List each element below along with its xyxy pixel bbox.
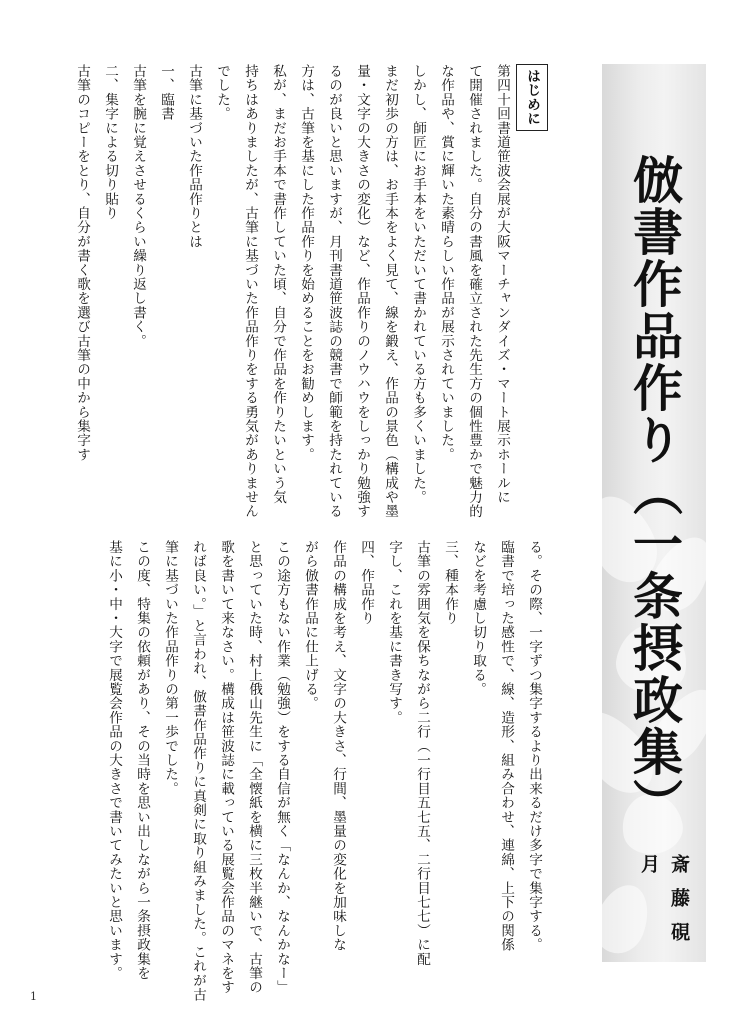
- list-item-text: 古筆を腕に覚えさせるくらい繰り返し書く。: [130, 64, 146, 348]
- list-item-text: 字し、これを基に書き写す。: [386, 540, 402, 725]
- text-line: な作品や、賞に輝いた素晴らしい作品が展示されていました。: [438, 64, 454, 462]
- subsection-title: 古筆に基づいた作品作りとは: [186, 64, 202, 249]
- list-item-heading: 三、種本作り: [442, 540, 458, 626]
- list-item-text: 古筆の雰囲気を保ちながら二行（一行目五七五、二行目七七）に配: [414, 540, 430, 966]
- text-line: 方は、古筆を基にした作品作りを始めることをお勧めします。: [298, 64, 314, 462]
- list-item-heading: 一、臨書: [158, 64, 174, 121]
- text-line: 量・文字の大きさの変化）など、作品作りのノウハウをしっかり勉強す: [354, 64, 370, 519]
- page-title: 倣書作品作り（一条摂政集）: [625, 154, 684, 830]
- text-line: 歌を書いて来なさい。構成は笹波誌に載っている展覧会作品のマネをす: [218, 540, 234, 995]
- text-line: でした。: [214, 64, 230, 121]
- text-line: れば良い。」と言われ、倣書作品作りに真剣に取り組みました。これが古: [190, 540, 206, 1002]
- text-line: この途方もない作業（勉強）をする自信が無く「なんか、なんかなー」: [274, 540, 290, 995]
- text-line: まだ初歩の方は、お手本をよく見て、線を鍛え、作品の景色（構成や墨: [382, 64, 398, 519]
- list-item-text: 作品の構成を考え、文字の大きさ、行間、墨量の変化を加味しな: [330, 540, 346, 952]
- title-panel: [602, 64, 706, 962]
- text-line: などを考慮し切り取る。: [470, 540, 486, 697]
- list-item-text: 古筆のコピーをとり、自分が書く歌を選び古筆の中から集字す: [74, 64, 90, 462]
- text-line: と思っていた時、村上俄山先生に「全懐紙を横に三枚半継いで、古筆の: [246, 540, 262, 995]
- text-line: 基に小・中・大字で展覧会作品の大きさで書いてみたいと思います。: [106, 540, 122, 981]
- text-line: 筆に基づいた作品作りの第一歩でした。: [162, 540, 178, 796]
- author-name: 斎藤硯月: [638, 854, 690, 956]
- text-line: 持ちはありましたが、古筆に基づいた作品作りをする勇気がありません: [242, 64, 258, 519]
- list-item-heading: 二、集字による切り貼り: [102, 64, 118, 221]
- body-text-lower: [100, 540, 548, 1002]
- page-number: 1: [30, 990, 37, 1003]
- text-line: 臨書で培った感性で、線、造形、組み合わせ、連綿、上下の関係: [498, 540, 514, 952]
- text-line: て開催されました。自分の書風を確立された先生方の個性豊かで魅力的: [466, 64, 482, 519]
- text-line: しかし、師匠にお手本をいただいて書かれている方も多くいました。: [410, 64, 426, 505]
- section-heading: はじめに: [516, 64, 548, 131]
- text-line: る。その際、一字ずつ集字するより出来るだけ多字で集字する。: [526, 540, 542, 952]
- body-text-upper: [68, 64, 548, 519]
- text-line: 私が、まだお手本で書作していた頃、自分で作品を作りたいという気: [270, 64, 286, 505]
- list-item-heading: 四、作品作り: [358, 540, 374, 626]
- list-item-text: がら倣書作品に仕上げる。: [302, 540, 318, 711]
- text-line: この度、特集の依頼があり、その当時を思い出しながら一条摂政集を: [134, 540, 150, 981]
- text-line: 第四十回書道笹波会展が大阪マーチャンダイズ・マート展示ホールに: [494, 64, 510, 505]
- text-line: るのが良いと思いますが、月刊書道笹波誌の競書で師範を持たれている: [326, 64, 342, 519]
